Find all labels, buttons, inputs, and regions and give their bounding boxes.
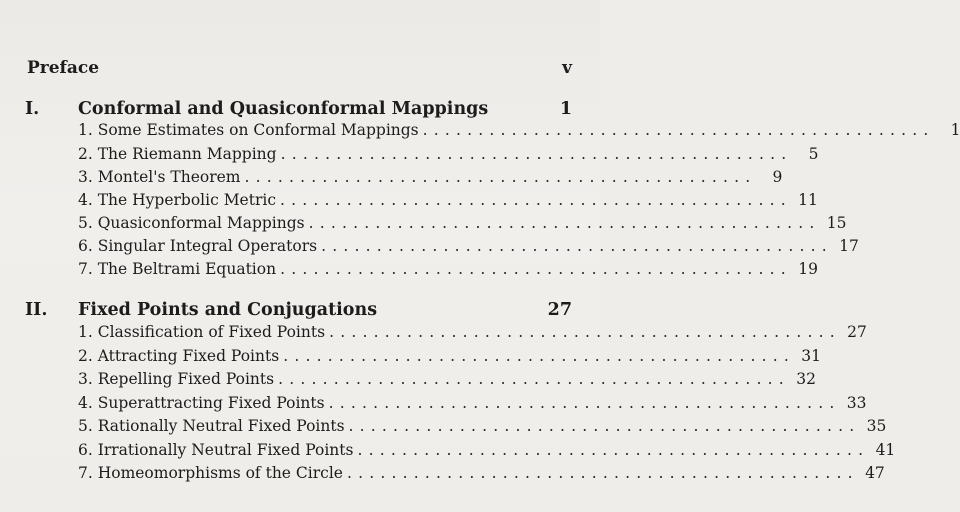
section-page-number: 47 (865, 464, 885, 482)
section-page-number: 5 (808, 145, 819, 163)
dot-leader: .............................................. (321, 237, 833, 255)
section-page-number: 15 (826, 214, 847, 232)
dot-leader: .............................................. (280, 191, 792, 209)
toc-section-entry (0, 260, 818, 282)
section-title: 4. The Hyperbolic Metric (78, 191, 277, 209)
section-title: 2. Attracting Fixed Points (78, 347, 280, 365)
section-title: 6. Irrationally Neutral Fixed Points (78, 441, 354, 459)
dot-leader: .............................................. (280, 145, 793, 163)
toc-section-entry (0, 191, 818, 213)
section-title: 4. Superattracting Fixed Points (78, 394, 325, 412)
chapter-page-number: 27 (547, 300, 572, 320)
section-title: 1. Some Estimates on Conformal Mappings (78, 121, 419, 139)
chapter-heading (0, 300, 600, 322)
dot-leader: .............................................. (308, 214, 821, 232)
section-title: 5. Rationally Neutral Fixed Points (78, 417, 345, 435)
toc-section-entry (0, 145, 819, 167)
chapter-heading (0, 99, 600, 121)
section-title: 7. Homeomorphisms of the Circle (78, 464, 343, 482)
section-page-number: 32 (796, 370, 816, 388)
chapter-numeral: I. (25, 99, 40, 119)
chapter-numeral: II. (25, 300, 48, 320)
section-title: 7. The Beltrami Equation (78, 260, 277, 278)
section-page-number: 41 (875, 441, 896, 459)
dot-leader: .............................................. (283, 347, 796, 365)
section-page-number: 35 (866, 417, 887, 435)
section-page-number: 27 (847, 323, 867, 341)
section-title: 2. The Riemann Mapping (78, 145, 277, 163)
dot-leader: .............................................. (328, 394, 841, 412)
preface-label: Preface (27, 58, 100, 78)
section-page-number: 1 (950, 121, 960, 139)
section-title: 6. Singular Integral Operators (78, 237, 318, 255)
section-page-number: 17 (839, 237, 859, 255)
dot-leader: .............................................. (329, 323, 841, 341)
toc-section-entry (0, 394, 867, 416)
toc-section-entry (0, 237, 859, 259)
chapter-page-number: 1 (559, 99, 572, 119)
toc-section-entry (0, 347, 822, 369)
dot-leader: .............................................. (348, 417, 861, 435)
dot-leader: .............................................. (357, 441, 870, 459)
toc-section-entry (0, 121, 960, 143)
toc-section-entry (0, 417, 887, 439)
section-page-number: 31 (801, 347, 822, 365)
section-page-number: 19 (798, 260, 818, 278)
section-title: 5. Quasiconformal Mappings (78, 214, 305, 232)
dot-leader: .............................................. (280, 260, 792, 278)
chapter-title: Conformal and Quasiconformal Mappings (78, 99, 489, 119)
section-title: 3. Repelling Fixed Points (78, 370, 275, 388)
section-title: 1. Classification of Fixed Points (78, 323, 326, 341)
chapter-title: Fixed Points and Conjugations (78, 300, 378, 320)
dot-leader: .............................................. (278, 370, 790, 388)
toc-section-entry (0, 214, 847, 236)
dot-leader: .............................................. (244, 168, 757, 186)
toc-section-entry (0, 370, 816, 392)
preface-page-number: v (562, 58, 572, 78)
dot-leader: .............................................. (346, 464, 859, 482)
section-page-number: 33 (846, 394, 867, 412)
dot-leader: .............................................. (422, 121, 935, 139)
toc-section-entry (0, 168, 783, 190)
toc-section-entry (0, 323, 867, 345)
section-page-number: 11 (798, 191, 818, 209)
section-page-number: 9 (772, 168, 783, 186)
toc-section-entry (0, 464, 885, 486)
section-title: 3. Montel's Theorem (78, 168, 241, 186)
preface-entry (0, 58, 600, 80)
toc-section-entry (0, 441, 896, 463)
